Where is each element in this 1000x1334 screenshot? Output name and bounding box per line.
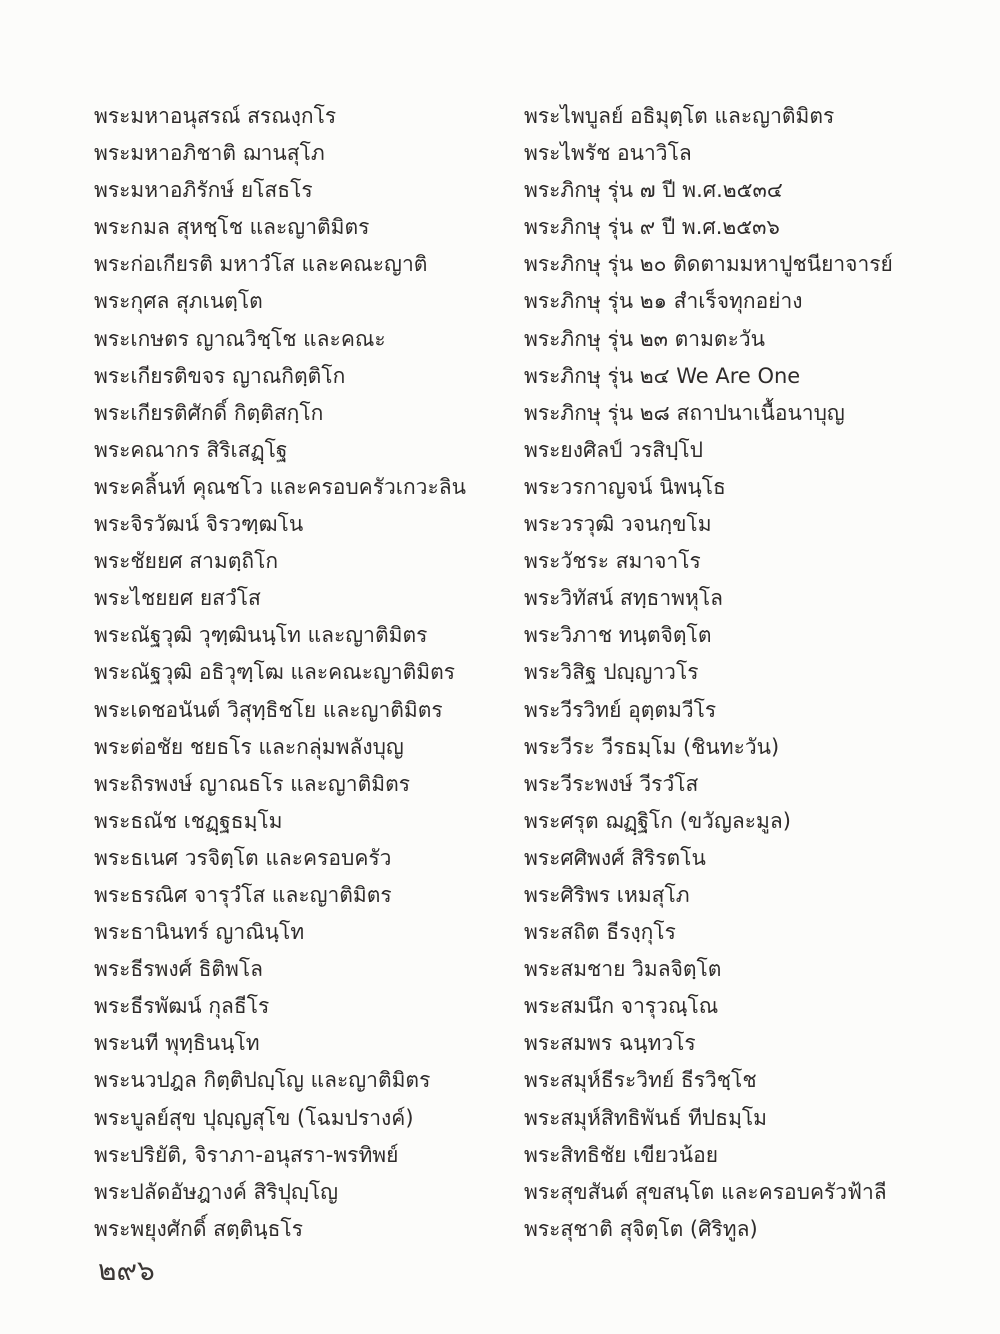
name-entry: พระภิกษุ รุ่น ๒๘ สถาปนาเนื้อนาบุญ xyxy=(524,400,845,425)
name-entry: พระยงศิลป์ วรสิปฺโป xyxy=(524,437,703,462)
name-entry: พระเกียรติขจร ญาณกิตฺติโก xyxy=(94,363,346,388)
name-entry: พระสมนึก จารุวณฺโณ xyxy=(524,994,719,1019)
name-entry: พระภิกษุ รุ่น ๒๓ ตามตะวัน xyxy=(524,326,765,351)
name-entry: พระคณากร สิริเสฏฺโฐ xyxy=(94,437,288,462)
name-entry: พระสมุห์สิทธิพันธ์ ทีปธมฺโม xyxy=(524,1105,768,1130)
name-entry: พระปลัดอัษฎางค์ สิริปุญฺโญ xyxy=(94,1179,339,1204)
name-entry: พระมหาอนุสรณ์ สรณงฺกโร xyxy=(94,104,337,128)
name-entry: พระณัฐวุฒิ อธิวุฑฺโฒ และคณะญาติมิตร xyxy=(94,660,456,685)
name-entry: พระธรณิศ จารุวํโส และญาติมิตร xyxy=(94,882,392,907)
name-entry: พระสิทธิชัย เขียวน้อย xyxy=(524,1142,719,1167)
left-name-column xyxy=(94,98,514,1248)
name-entry: พระไชยยศ ยสวํโส xyxy=(94,586,261,611)
name-entry: พระศศิพงศ์ สิริรตโน xyxy=(524,845,706,870)
name-entry: พระนที พุทฺธินนฺโท xyxy=(94,1031,260,1056)
name-entry: พระเกียรติศักดิ์ กิตฺติสกฺโก xyxy=(94,400,324,425)
name-entry: พระธีรพงศ์ ธิติพโล xyxy=(94,957,264,982)
name-entry: พระบูลย์สุข ปุญฺญสุโข (โฉมปรางค์) xyxy=(94,1105,414,1130)
name-entry: พระพยุงศักดิ์ สตฺตินฺธโร xyxy=(94,1216,303,1241)
name-entry: พระมหาอภิรักษ์ ยโสธโร xyxy=(94,178,313,203)
name-entry: พระสุขสันต์ สุขสนฺโต และครอบครัวฟ้าลี xyxy=(524,1179,887,1204)
name-entry: พระวีระ วีรธมฺโม (ชินทะวัน) xyxy=(524,734,780,759)
name-entry: พระธเนศ วรจิตฺโต และครอบครัว xyxy=(94,845,392,870)
name-entry: พระคลิ้นท์ คุณชโว และครอบครัวเกวะลิน xyxy=(94,474,466,499)
name-entry: พระวิภาช ทนฺตจิตฺโต xyxy=(524,623,712,648)
name-entry: พระวิทัสน์ สทฺธาพหุโล xyxy=(524,586,723,611)
name-entry: พระต่อชัย ชยธโร และกลุ่มพลังบุญ xyxy=(94,734,404,759)
name-entry: พระธีรพัฒน์ กุลธีโร xyxy=(94,994,270,1019)
right-name-column xyxy=(524,98,974,1248)
name-entry: พระวรวุฒิ วจนกฺขโม xyxy=(524,512,712,537)
name-entry: พระกุศล สุภเนตฺโต xyxy=(94,289,263,314)
name-entry: พระวีระพงษ์ วีรวํโส xyxy=(524,771,699,796)
name-entry: พระณัฐวุฒิ วุฑฺฒินนฺโท และญาติมิตร xyxy=(94,623,428,648)
name-entry: พระศรุต ฌฏฺฐิโก (ขวัญละมูล) xyxy=(524,808,791,833)
name-entry: พระภิกษุ รุ่น ๗ ปี พ.ศ.๒๕๓๔ xyxy=(524,178,783,203)
name-entry: พระวรกาญจน์ นิพนฺโธ xyxy=(524,474,726,499)
name-entry: พระเดชอนันต์ วิสุทฺธิชโย และญาติมิตร xyxy=(94,697,443,722)
page-number: ๒๙๖ xyxy=(98,1254,155,1287)
name-entry: พระภิกษุ รุ่น ๒๐ ติดตามมหาปูชนียาจารย์ xyxy=(524,252,893,277)
name-entry: พระวิสิฐ ปญฺญาวโร xyxy=(524,660,699,685)
name-entry: พระสมพร ฉนฺทวโร xyxy=(524,1031,696,1056)
name-entry: พระไพบูลย์ อธิมุตฺโต และญาติมิตร xyxy=(524,104,835,128)
name-entry: พระจิรวัฒน์ จิรวฑฺฒโน xyxy=(94,512,304,537)
name-entry: พระวีรวิทย์ อุตฺตมวีโร xyxy=(524,697,717,722)
name-entry: พระสถิต ธีรงฺกุโร xyxy=(524,920,676,945)
name-entry: พระปริยัติ, จิราภา-อนุสรา-พรทิพย์ xyxy=(94,1142,399,1167)
name-entry: พระสมุห์ธีระวิทย์ ธีรวิชฺโช xyxy=(524,1068,757,1093)
name-entry: พระศิริพร เหมสุโภ xyxy=(524,882,690,907)
name-entry: พระก่อเกียรติ มหาวํโส และคณะญาติ xyxy=(94,252,428,277)
name-entry: พระธานินทร์ ญาณินฺโท xyxy=(94,920,305,945)
name-entry: พระธณัช เชฏฺฐธมฺโม xyxy=(94,808,283,833)
name-entry: พระถิรพงษ์ ญาณธโร และญาติมิตร xyxy=(94,771,410,796)
name-entry: พระมหาอภิชาติ ฌานสุโภ xyxy=(94,141,325,166)
name-entry: พระเกษตร ญาณวิชฺโช และคณะ xyxy=(94,326,386,351)
name-entry: พระวัชระ สมาจาโร xyxy=(524,549,701,574)
name-entry: พระภิกษุ รุ่น ๒๑ สำเร็จทุกอย่าง xyxy=(524,289,803,314)
name-entry: พระนวปฎล กิตฺติปญฺโญ และญาติมิตร xyxy=(94,1068,431,1093)
name-entry: พระไพรัช อนาวิโล xyxy=(524,141,692,166)
name-entry: พระสุชาติ สุจิตฺโต (ศิริทูล) xyxy=(524,1216,758,1241)
name-entry: พระชัยยศ สามตฺถิโก xyxy=(94,549,279,574)
name-entry: พระภิกษุ รุ่น ๒๔ We Are One xyxy=(524,363,801,388)
name-entry: พระกมล สุหชฺโช และญาติมิตร xyxy=(94,215,370,240)
name-entry: พระภิกษุ รุ่น ๙ ปี พ.ศ.๒๕๓๖ xyxy=(524,215,780,240)
name-entry: พระสมชาย วิมลจิตฺโต xyxy=(524,957,722,982)
